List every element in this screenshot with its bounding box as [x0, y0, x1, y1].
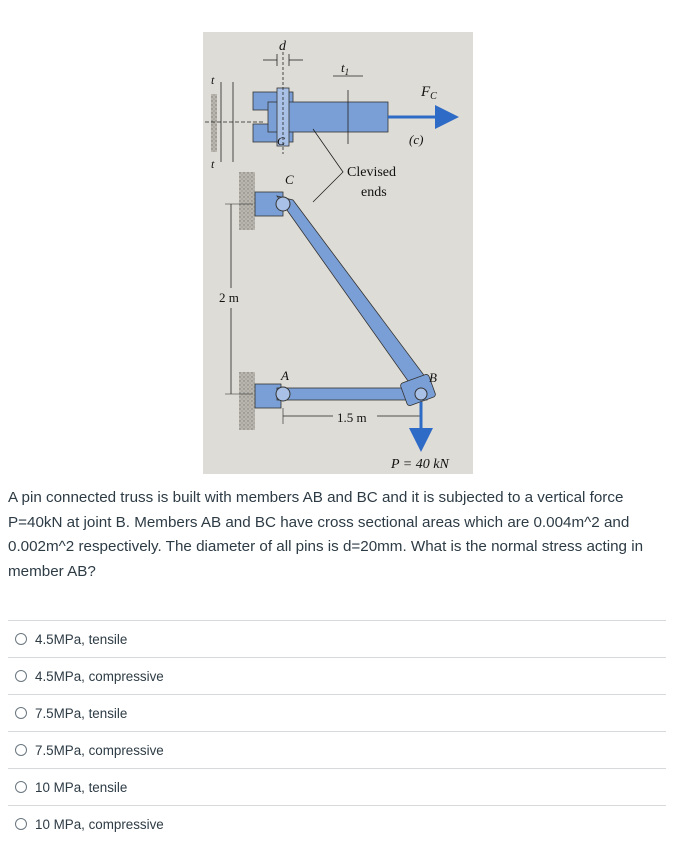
pin-a	[276, 387, 290, 401]
option-1[interactable]	[8, 620, 666, 657]
radio-button[interactable]	[15, 818, 27, 830]
option-5[interactable]	[8, 768, 666, 805]
truss-main	[217, 172, 449, 472]
detail-wall	[211, 94, 217, 152]
label-t-top: t	[211, 73, 215, 87]
label-c-panel: (c)	[409, 132, 424, 147]
label-ends: ends	[361, 185, 387, 200]
clevis-detail	[205, 39, 447, 171]
label-2m: 2 m	[219, 290, 239, 305]
radio-button[interactable]	[15, 633, 27, 645]
label-a: A	[281, 368, 289, 383]
option-4[interactable]	[8, 731, 666, 768]
pin-c	[276, 197, 290, 211]
question-text: A pin connected truss is built with members AB and BC and it is subjected to a vertical force P=40kN at joint B. Members AB and BC have cross sectional areas which are 0.004m^2 and 0.002m^2 respectively. The diameter of all pins is d=20mm. What is the normal stress acting in member AB?	[8, 489, 644, 580]
label-fc: $F_C$	[421, 84, 437, 102]
wall-a	[239, 372, 255, 430]
clevised-callout	[313, 129, 396, 202]
truss-figure	[203, 32, 473, 474]
option-label: 10 MPa, compressive	[35, 816, 164, 832]
label-d: d	[279, 39, 286, 54]
option-3[interactable]	[8, 694, 666, 731]
option-label: 4.5MPa, tensile	[35, 631, 128, 647]
option-label: 4.5MPa, compressive	[35, 668, 164, 684]
option-label: 7.5MPa, tensile	[35, 705, 128, 721]
pin-b	[415, 388, 427, 400]
option-6[interactable]	[8, 805, 666, 842]
label-clevised: Clevised	[347, 165, 396, 180]
radio-button[interactable]	[15, 781, 27, 793]
radio-button[interactable]	[15, 670, 27, 682]
label-t1: $t_1$	[341, 60, 350, 77]
answer-options	[8, 620, 666, 842]
label-b: B	[429, 370, 437, 385]
label-1-5m: 1.5 m	[337, 410, 367, 425]
label-c: C	[285, 172, 294, 187]
radio-button[interactable]	[15, 707, 27, 719]
truss-diagram	[203, 32, 473, 474]
member-bc	[277, 196, 429, 388]
label-c-top: C	[277, 134, 286, 148]
label-p: P = 40 kN	[391, 457, 449, 472]
wall-c	[239, 172, 255, 230]
option-2[interactable]	[8, 657, 666, 694]
label-t-bottom: t	[211, 157, 215, 171]
option-label: 7.5MPa, compressive	[35, 742, 164, 758]
option-label: 10 MPa, tensile	[35, 779, 128, 795]
radio-button[interactable]	[15, 744, 27, 756]
